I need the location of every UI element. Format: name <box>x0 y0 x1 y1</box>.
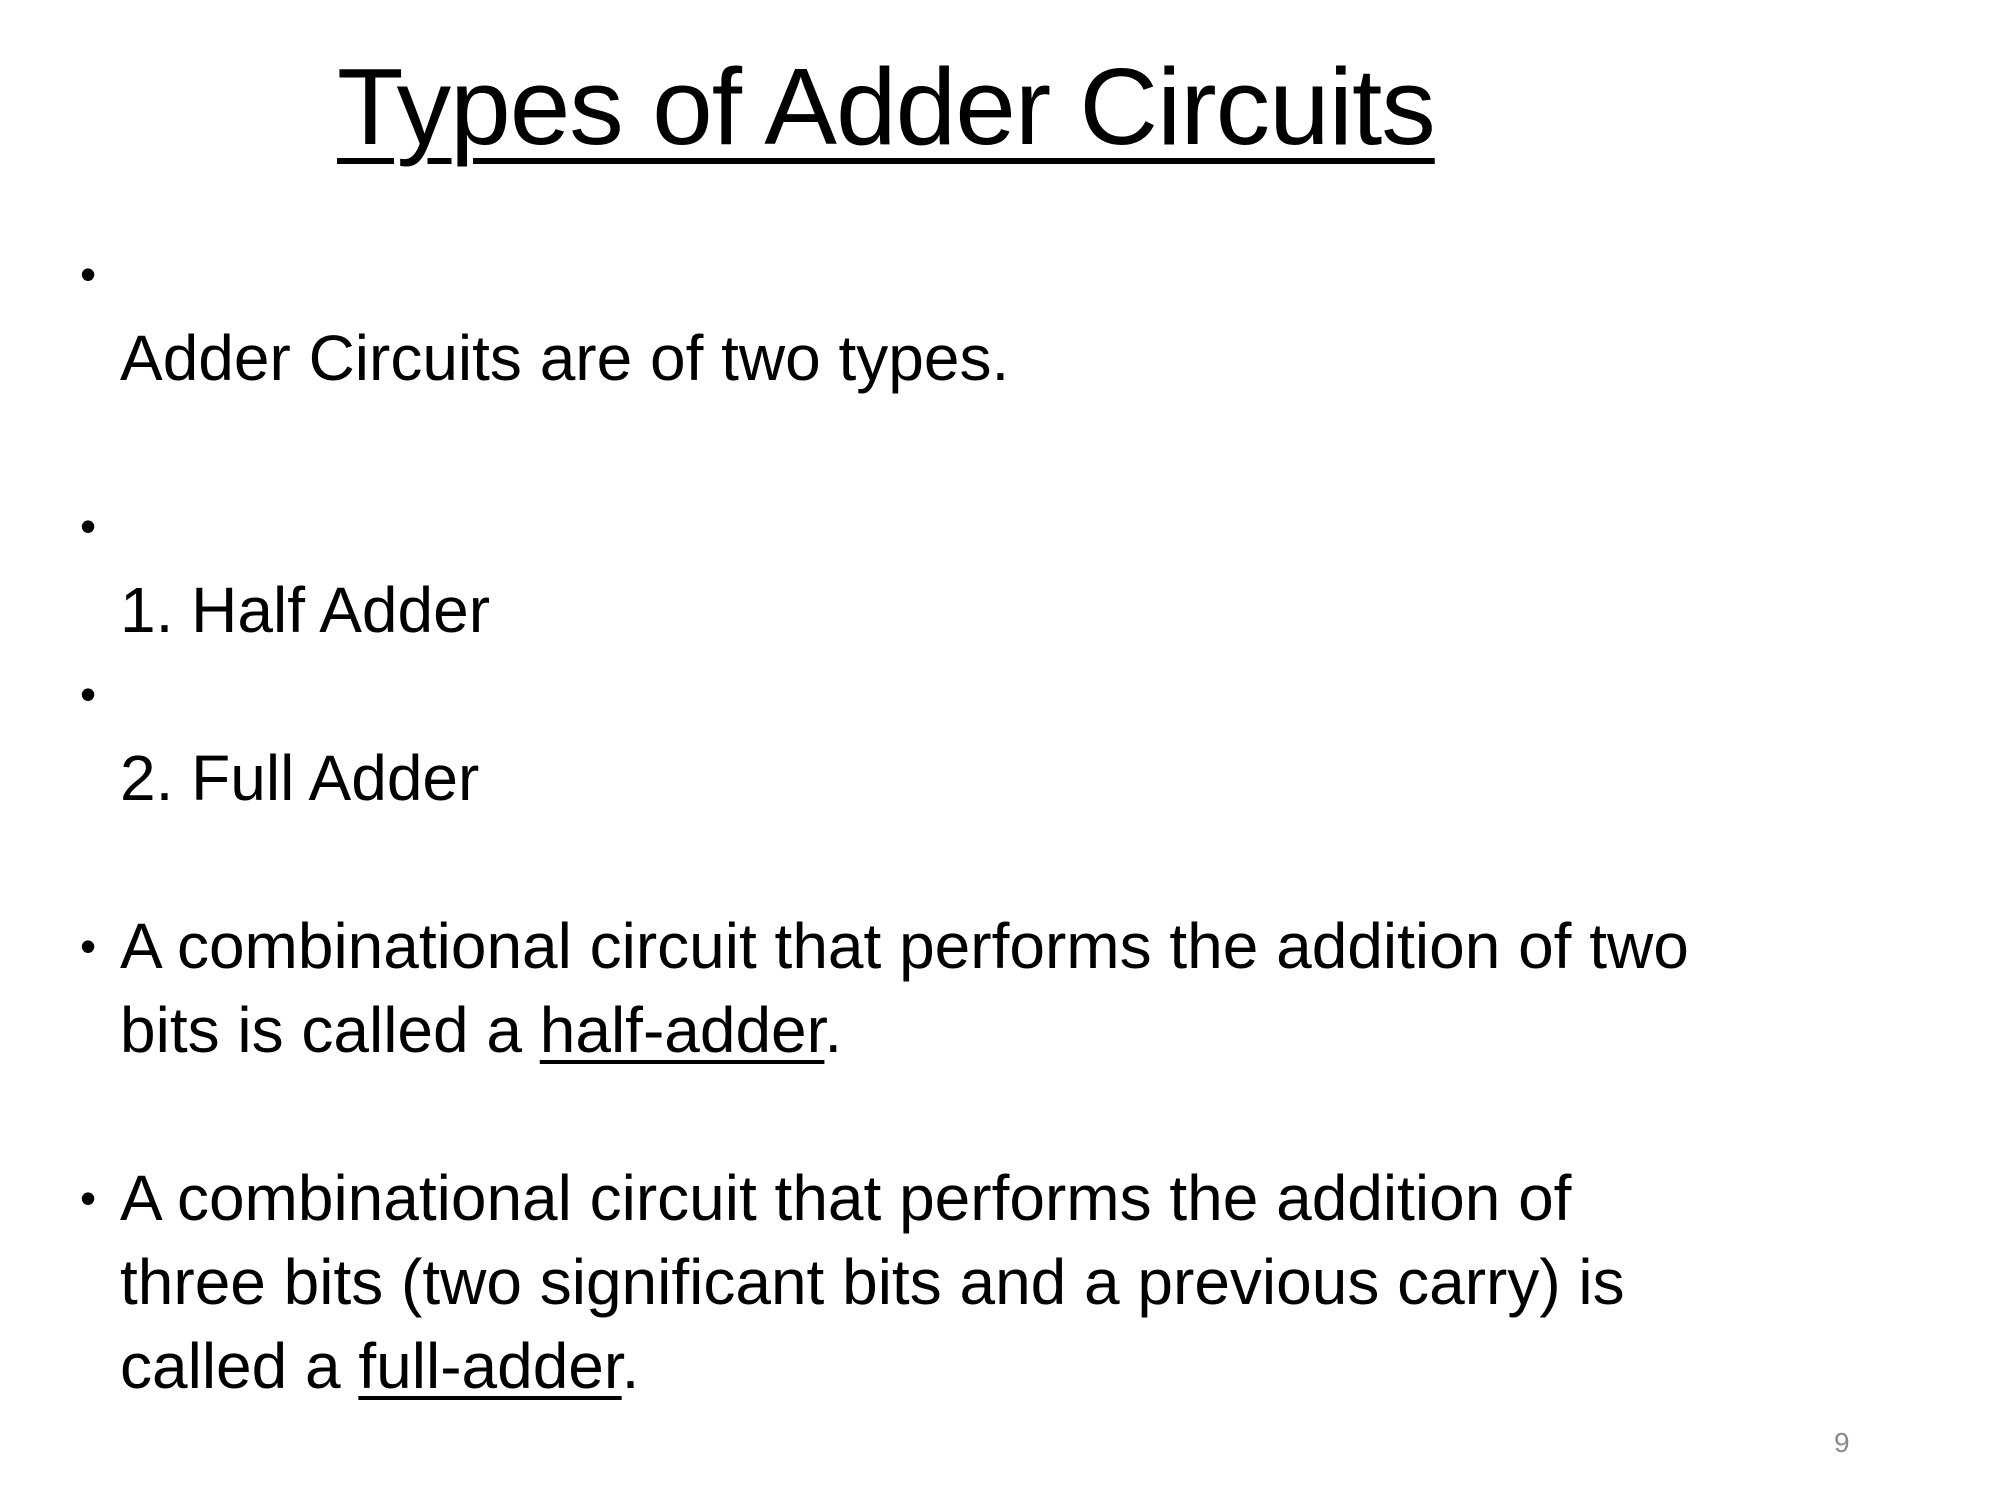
bullet-text: 1. Half Adder <box>120 574 490 646</box>
definition-period: . <box>824 994 843 1066</box>
slide-title: Types of Adder Circuits <box>337 46 1435 168</box>
page-number: 9 <box>1834 1427 1850 1458</box>
bullet-full-adder <box>80 652 1960 820</box>
bullet-half-adder-definition <box>80 904 1960 1072</box>
bullet-list <box>80 232 1960 1408</box>
definition-text: A combinational circuit that performs the addition of three bits (two significant bits and a previous carry) is called a <box>120 1162 1625 1402</box>
definition-text: A combinational circuit that performs the addition of two bits is called a <box>120 910 1689 1066</box>
bullet-half-adder <box>80 484 1960 652</box>
bullet-full-adder-definition <box>80 1156 1960 1408</box>
bullet-adder-types <box>80 232 1960 400</box>
half-adder-term: half-adder <box>539 994 825 1066</box>
bullet-text: Adder Circuits are of two types. <box>120 322 1010 394</box>
bullet-text: 2. Full Adder <box>120 742 480 814</box>
definition-period: . <box>621 1330 640 1402</box>
full-adder-term: full-adder <box>358 1330 622 1402</box>
